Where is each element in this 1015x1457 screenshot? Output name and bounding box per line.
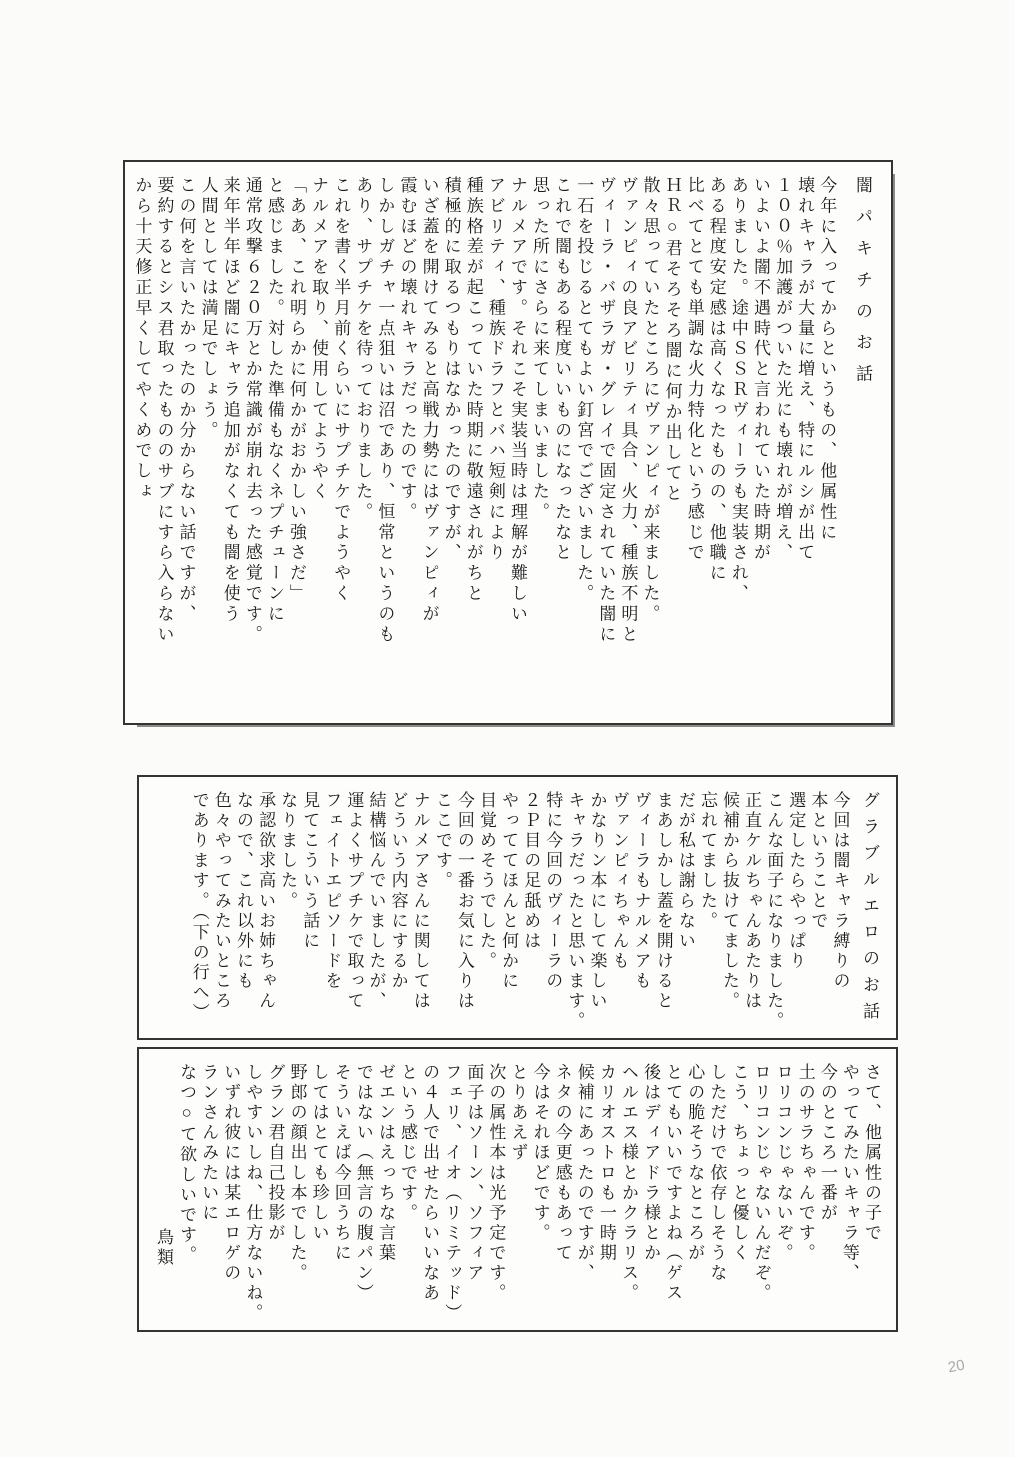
text-column: しやすいしね、仕方ないね。	[243, 1063, 263, 1324]
text-column: 今のところ一番が	[817, 1063, 837, 1224]
text-column: ナルメアです。それこそ実装当時は理解が難しい	[507, 176, 527, 625]
text-column: これで闇もある程度いいものになったなと	[552, 176, 572, 564]
text-column: かなりン本にして楽しい	[587, 791, 607, 1012]
text-column: 運よくサプチケで取って	[344, 791, 364, 1012]
text-column: 面子はソーン、ソフィア	[464, 1063, 484, 1284]
text-column: ヴァンピィちゃんも	[609, 791, 629, 972]
text-column: してはとても珍しい	[309, 1063, 329, 1244]
text-column: ではない（無言の腹パン）	[353, 1063, 373, 1304]
text-column: という感じです。	[398, 1063, 418, 1224]
text-columns	[175, 1063, 882, 1324]
text-column: これを書く半月前くらいにサプチケでようやく	[331, 176, 351, 605]
text-column: しかしガチャ一点狙いは沼であり、恒常というのも	[375, 176, 395, 646]
vertical-text-area	[139, 777, 896, 1038]
text-column: 今はそれほどです。	[530, 1063, 550, 1244]
text-column: ロリコンじゃないんだぞ。	[751, 1063, 771, 1304]
text-column: 来年半年ほど闇にキャラ追加がなくても闇を使う	[220, 176, 240, 625]
text-column: と感じました。対した準備もなくネプチューンに	[264, 176, 284, 625]
text-column: 野郎の顔出し本でした。	[287, 1063, 307, 1284]
text-column: 見てこういう話に	[300, 791, 320, 952]
text-column: しただけで依存しそうな	[707, 1063, 727, 1284]
text-column: 土のサラちゃんです。	[795, 1063, 815, 1264]
text-column: やっててほんと何かに	[499, 791, 519, 992]
text-column: 次の属性本は光予定です。	[486, 1063, 506, 1304]
page-number: 20	[946, 1356, 967, 1377]
text-column: 後はディアドラ様とか	[641, 1063, 661, 1264]
text-column: なつ○て欲しいです。	[177, 1063, 197, 1266]
text-column: 承認欲求高いお姉ちゃん	[256, 791, 276, 1012]
text-column: ナルメアさんに関しては	[410, 791, 430, 1012]
text-column: から十天修正早くしてやくめでしょ	[132, 176, 152, 503]
text-column: いよいよ闇不遇時代と言われていた時期が	[750, 176, 770, 564]
section-title: グラブルエロのお話	[860, 791, 879, 1029]
text-column: 心の脆そうなところが	[685, 1063, 705, 1264]
section-granblue-ero	[137, 775, 898, 1040]
text-column: 本ということで	[808, 791, 828, 932]
text-column: ゼエンはえっちな言葉	[375, 1063, 395, 1264]
text-column: さて、他属性の子で	[862, 1063, 881, 1244]
text-column: やってみたいキャラ等、	[839, 1063, 859, 1284]
text-column: 種族格差が起こっていた時期に敬遠されがちと	[463, 176, 483, 605]
text-column: いずれ彼には某エロゲの	[221, 1063, 241, 1284]
text-column: ナルメアを取り、使用してようやく	[309, 176, 329, 503]
text-column: 比べてとても単調な火力特化という感じで	[684, 176, 704, 564]
text-column: 特に今回のヴィーラの	[543, 791, 563, 992]
text-column: なので、これ以外にも	[233, 791, 253, 992]
text-column: ヴァンピィの良アビリティ具合、火力、種族不明と	[618, 176, 638, 646]
text-column: 候補から抜けてました。	[720, 791, 740, 1012]
text-column: １００％加護がついた光にも壊れが増え、	[773, 176, 793, 564]
text-column: いざ蓋を開けてみると高戦力勢にはヴァンピィが	[419, 176, 439, 625]
text-column: 選定したらやっぱり	[786, 791, 806, 972]
text-column: ランさんみたいに	[199, 1063, 219, 1224]
text-column: 今回の一番お気に入りは	[454, 791, 474, 1012]
text-column: ヴィーラ・バザラガ・グレイで固定されていた闇に	[596, 176, 616, 646]
text-column: フェイトエピソードを	[322, 791, 342, 992]
text-column: 壊れキャラが大量に増え、特にルシが出て	[795, 176, 815, 564]
text-column: ありました。途中ＳＳＲヴィーラも実装され、	[728, 176, 748, 605]
text-column: 忘れてました。	[697, 791, 717, 932]
text-column: 散々思っていたところにヴァンピィが来ました。	[640, 176, 660, 625]
vertical-text-area	[125, 162, 891, 723]
text-column: ここです。	[432, 791, 452, 892]
text-column: グラン君自己投影が	[265, 1063, 285, 1244]
text-column: なりました。	[278, 791, 298, 912]
text-column: 積極的に取るつもりはなかったのですが、	[441, 176, 461, 564]
text-column: 思った所にさらに来てしまいました。	[530, 176, 550, 523]
text-column: カリオストロも一時期	[596, 1063, 616, 1264]
text-column: あり、サプチケを待っておりました。	[353, 176, 373, 523]
text-column: 「ああ、これ明らかに何かがおかしい強さだ」	[287, 176, 306, 605]
section-other-attributes	[137, 1047, 898, 1332]
text-column: 通常攻撃６２０万とか常識が崩れ去った感覚です。	[242, 176, 262, 646]
text-column: とてもいいですよね（ゲス	[663, 1063, 683, 1304]
section-dark-pakichi	[123, 160, 893, 725]
text-column: 正直ケルちゃんあたりは	[742, 791, 762, 1012]
text-column: 一石を投じるとてもよい釘宮でございました。	[574, 176, 594, 605]
text-column: ロリコンじゃないぞ。	[773, 1063, 793, 1264]
text-column: そういえば今回うちに	[331, 1063, 351, 1264]
text-column: 今回は闇キャラ縛りの	[830, 791, 850, 992]
text-column: フェリ、イオ（リミテッド）	[442, 1063, 462, 1324]
text-column: ネタの今更感もあって	[552, 1063, 572, 1264]
author-signature: 鳥類	[154, 1228, 173, 1269]
text-column: ある程度安定感は高くなったものの、他職に	[706, 176, 726, 584]
section-title: 闇パキチのお話	[853, 176, 872, 397]
text-column: どういう内容にするか	[388, 791, 408, 992]
text-column: 人間としては満足でしょう。	[198, 176, 218, 442]
text-column: 霞むほどの壊れキャラだったのです。	[397, 176, 417, 523]
text-columns	[130, 176, 837, 713]
text-column: こう、ちょっと優しく	[729, 1063, 749, 1264]
text-column: 今年に入ってからというもの、他属性に	[817, 176, 837, 544]
text-column: 結構悩んでいましたが、	[366, 791, 386, 1012]
text-column: 要約するとシス君取ったもののサブにすら入らない	[154, 176, 174, 646]
text-column: であります。（下の行へ）	[189, 791, 209, 1024]
text-column: ２Ｐ目の足舐めは	[521, 791, 541, 952]
text-column: 色々やってみたいところ	[211, 791, 231, 1012]
text-column: ヘルエス様とかクラリス。	[618, 1063, 638, 1304]
text-column: こんな面子になりました。	[764, 791, 784, 1032]
vertical-text-area	[139, 1049, 896, 1330]
text-column: の４人で出せたらいいなあ	[420, 1063, 440, 1304]
text-column: だが私は謝らない	[675, 791, 695, 952]
text-column: アビリティ、種族ドラフとバハ短剣により	[485, 176, 505, 564]
text-column: 目覚めそうでした。	[477, 791, 496, 972]
text-column: ＨＲ○君そろそろ闇に何か出してと	[662, 176, 682, 505]
text-column: とりあえず	[508, 1063, 528, 1164]
text-column: ヴィーラもナルメアも	[631, 791, 651, 992]
text-column: この何を言いたかったのか分からない話ですが、	[176, 176, 196, 625]
text-column: まあしかし蓋を開けると	[653, 791, 673, 1012]
text-column: キャラだったと思います。	[565, 791, 585, 1032]
text-column: 候補にあったのですが、	[574, 1063, 594, 1284]
text-columns	[188, 791, 851, 1032]
